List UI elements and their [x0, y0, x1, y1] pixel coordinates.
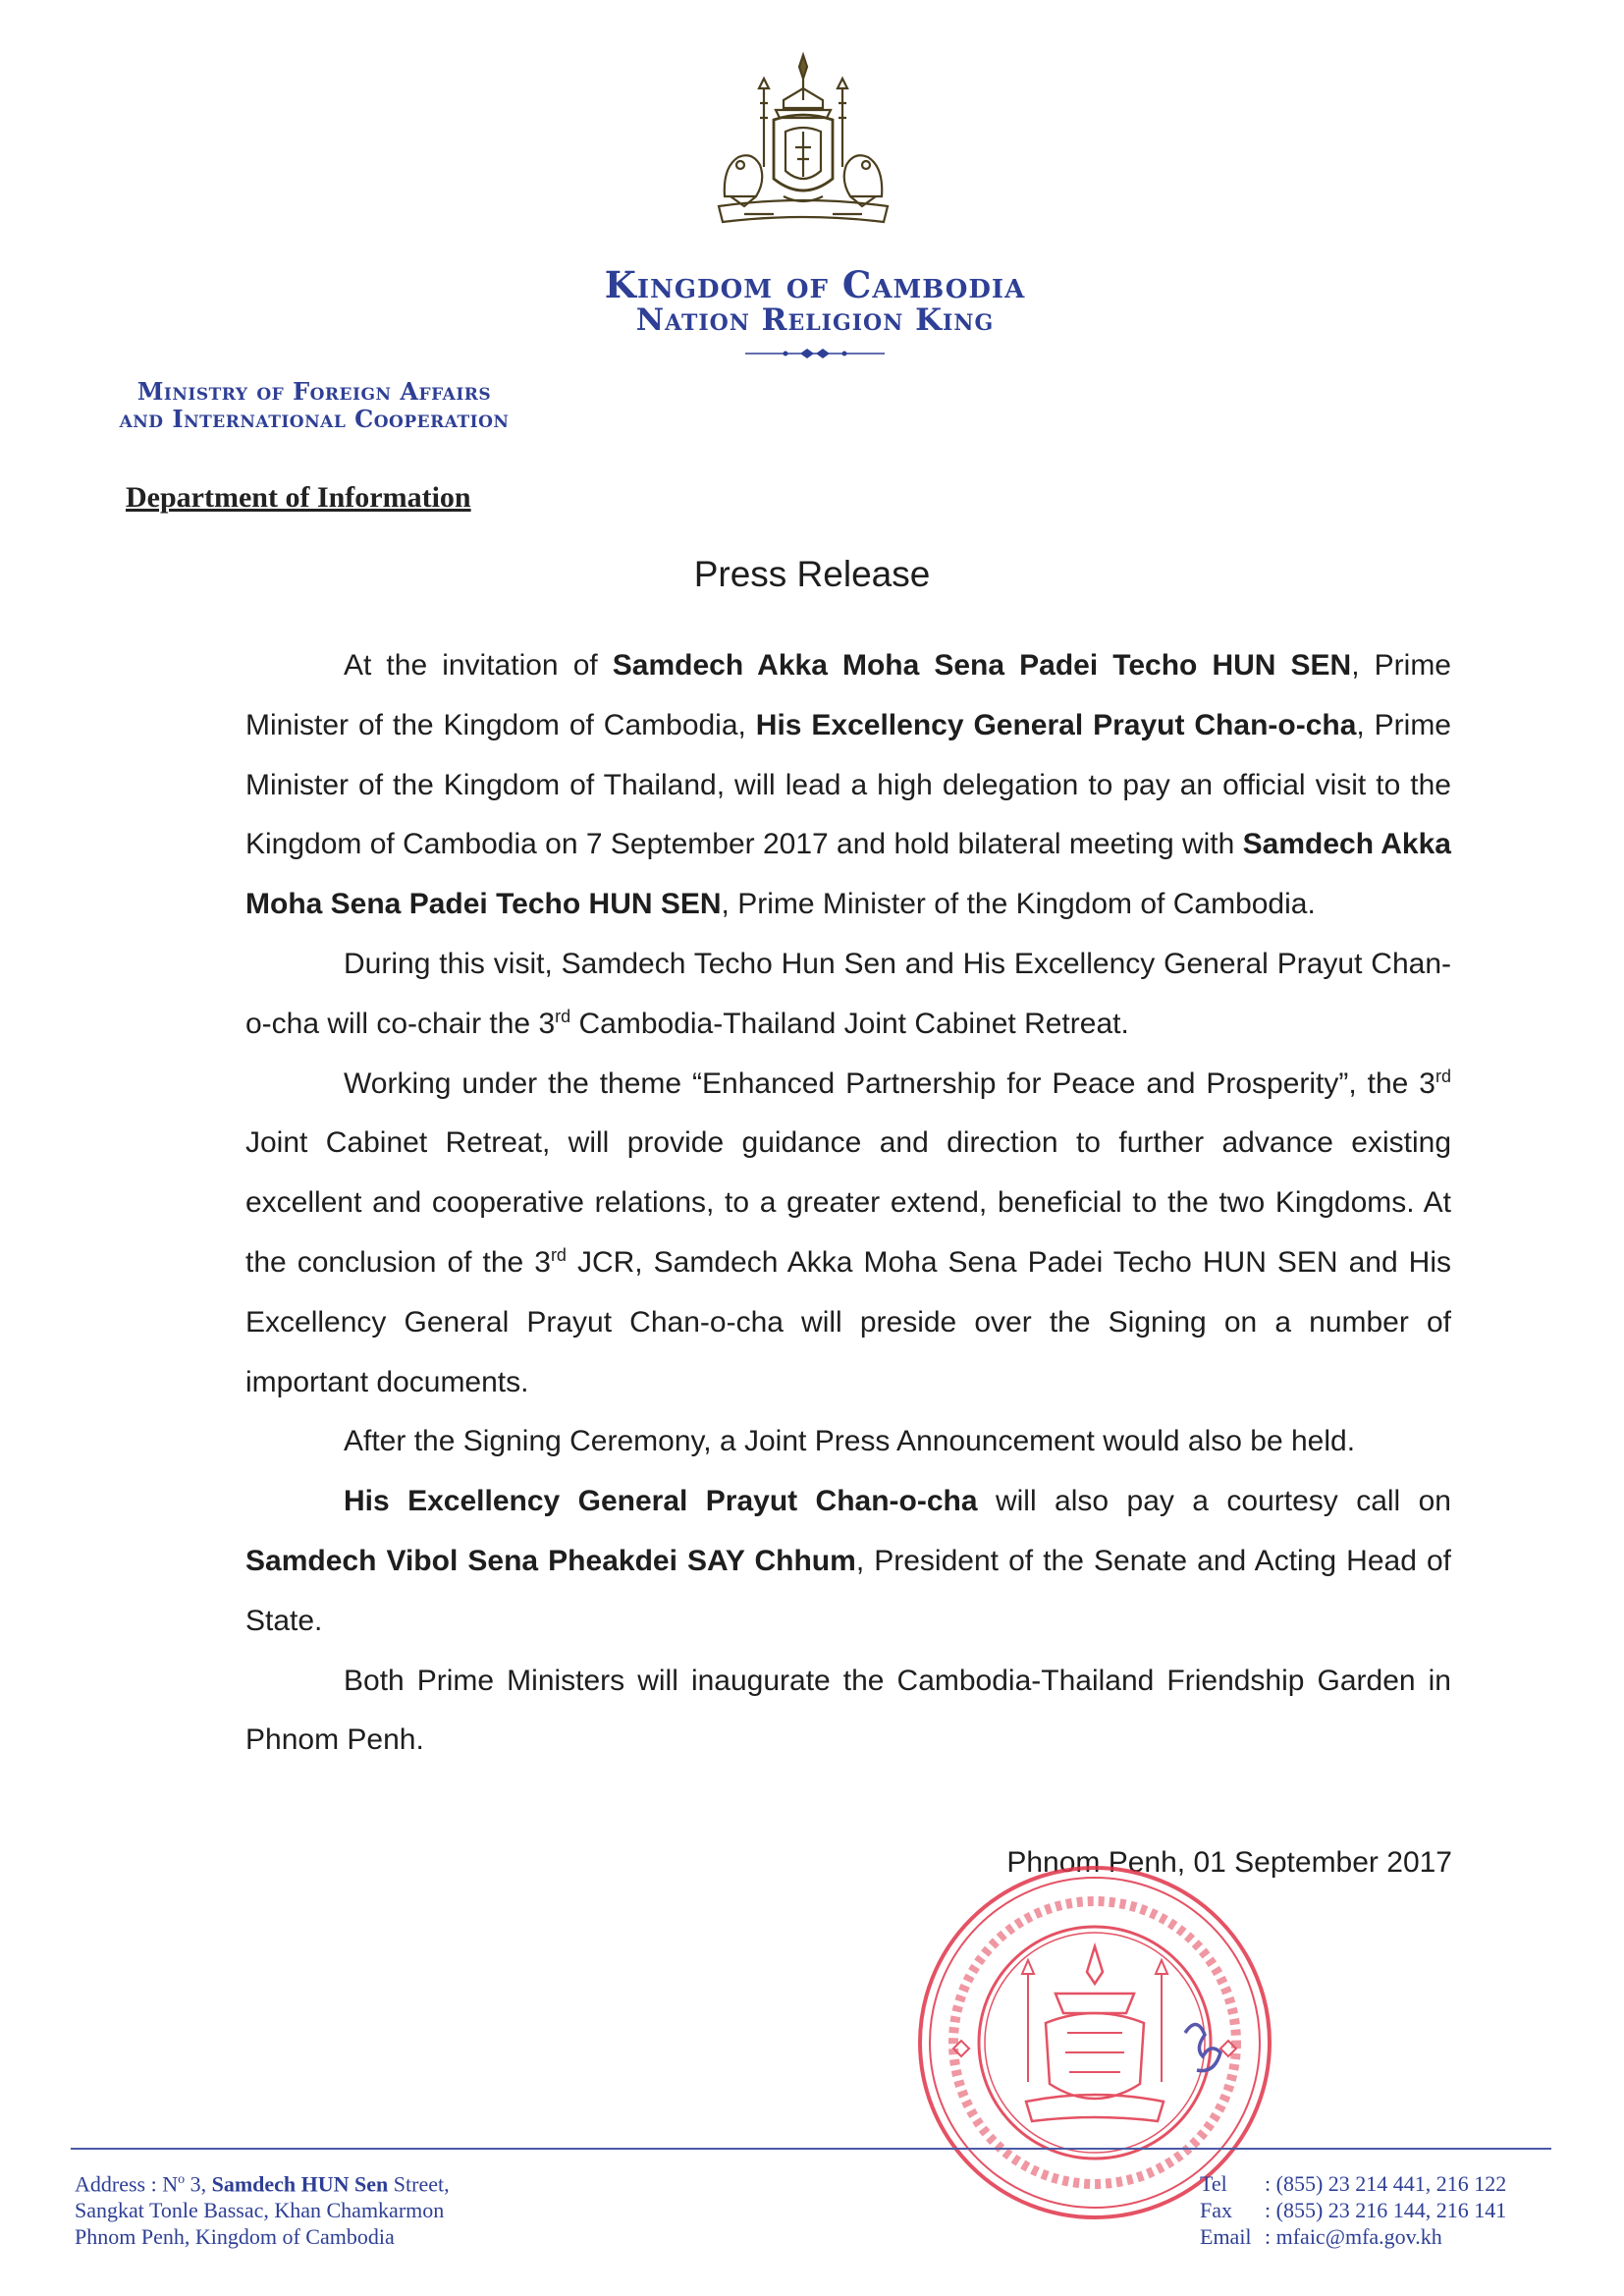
- address-line-2: Sangkat Tonle Bassac, Khan Chamkarmon: [75, 2198, 445, 2223]
- text-run: Cambodia-Thailand Joint Cabinet Retreat.: [570, 1007, 1129, 1040]
- number-sign-suffix: o: [178, 2172, 186, 2187]
- tel-label: Tel: [1200, 2171, 1227, 2196]
- document-title: Press Release: [693, 554, 931, 594]
- ordinal-suffix: rd: [555, 1006, 571, 1026]
- text-run: , Prime Minister of the Kingdom of Cambodia.: [721, 888, 1316, 921]
- contact-email: [1200, 2223, 1506, 2250]
- bold-name: Samdech Vibol Sena Pheakdei SAY Chhum: [245, 1544, 856, 1577]
- ordinal-suffix: rd: [550, 1244, 567, 1265]
- bold-name: His Excellency General Prayut Chan-o-cha: [344, 1485, 978, 1518]
- paragraph-1: [245, 636, 1451, 935]
- bold-name: His Excellency General Prayut Chan-o-cha: [755, 708, 1357, 741]
- email-value: : mfaic@mfa.gov.kh: [1265, 2224, 1442, 2249]
- text-run: , Prime Minister of the Kingdom of Thailand, will lead a high delegation to pay an official visit to the Kingdom of Cambodia on 7 September 2017 and hold bilateral meeting with: [245, 708, 1451, 861]
- text-run: , Prime Minister of the Kingdom of Cambodia,: [245, 649, 1451, 741]
- text-run: Joint Cabinet Retreat, will provide guidance and direction to further advance existing excellent and cooperative relations, to a greater extend, beneficial to the two Kingdoms. At the conclusion of the 3: [245, 1126, 1451, 1279]
- footer-divider: [71, 2148, 1551, 2150]
- address-line-1: [75, 2166, 450, 2197]
- paragraph-6: Both Prime Ministers will inaugurate the Cambodia-Thailand Friendship Garden in Phnom Penh.: [245, 1664, 1451, 1757]
- ornament-divider-icon: [741, 346, 889, 361]
- footer-contacts: [1200, 2170, 1506, 2250]
- address-street-suffix: Street,: [388, 2171, 450, 2197]
- text-run: will also pay a courtesy call on: [977, 1485, 1451, 1518]
- bold-name: Samdech Akka Moha Sena Padei Techo HUN SEN: [612, 649, 1352, 682]
- text-run: , President of the Senate and Acting Head of State.: [245, 1544, 1451, 1637]
- fax-value: : (855) 23 216 144, 216 141: [1265, 2198, 1507, 2222]
- text-run: At the invitation of: [344, 649, 613, 682]
- place-and-date: Phnom Penh, 01 September 2017: [1006, 1846, 1452, 1879]
- address-label: Address : N: [75, 2171, 179, 2197]
- paragraph-2: [245, 935, 1451, 1055]
- royal-coat-of-arms-icon: [705, 49, 901, 236]
- bold-name: Samdech Akka Moha Sena Padei Techo HUN SEN: [245, 828, 1451, 921]
- text-run: Working under the theme “Enhanced Partnership for Peace and Prosperity”, the 3: [344, 1066, 1435, 1100]
- text-run: JCR, Samdech Akka Moha Sena Padei Techo HUN SEN and His Excellency General Prayut Chan-o-cha will preside over the Signing on a number of important documents.: [245, 1245, 1451, 1398]
- footer-address: [75, 2166, 450, 2250]
- tel-value: : (855) 23 214 441, 216 122: [1265, 2171, 1507, 2196]
- contact-tel: [1200, 2170, 1506, 2197]
- address-street-name: Samdech HUN Sen: [211, 2171, 389, 2197]
- ministry-name-line2: and International Cooperation: [119, 405, 510, 433]
- department-heading: Department of Information: [126, 481, 471, 514]
- paragraph-4: After the Signing Ceremony, a Joint Press Announcement would also be held.: [344, 1425, 1356, 1458]
- national-motto: Nation Religion King: [635, 302, 995, 338]
- text-run: During this visit, Samdech Techo Hun Sen and His Excellency General Prayut Chan-o-cha will co-chair the 3: [245, 947, 1451, 1040]
- address-number: 3,: [185, 2171, 212, 2197]
- fax-label: Fax: [1200, 2198, 1232, 2222]
- ministry-name-line1: Ministry of Foreign Affairs: [136, 377, 492, 406]
- contact-fax: [1200, 2197, 1506, 2223]
- paragraph-3: [245, 1055, 1451, 1413]
- address-line-3: Phnom Penh, Kingdom of Cambodia: [75, 2224, 395, 2250]
- kingdom-name: Kingdom of Cambodia: [604, 263, 1026, 306]
- email-label: Email: [1200, 2224, 1252, 2249]
- press-release-body: [245, 636, 1451, 1771]
- paragraph-5: [245, 1472, 1451, 1651]
- ordinal-suffix: rd: [1435, 1066, 1451, 1086]
